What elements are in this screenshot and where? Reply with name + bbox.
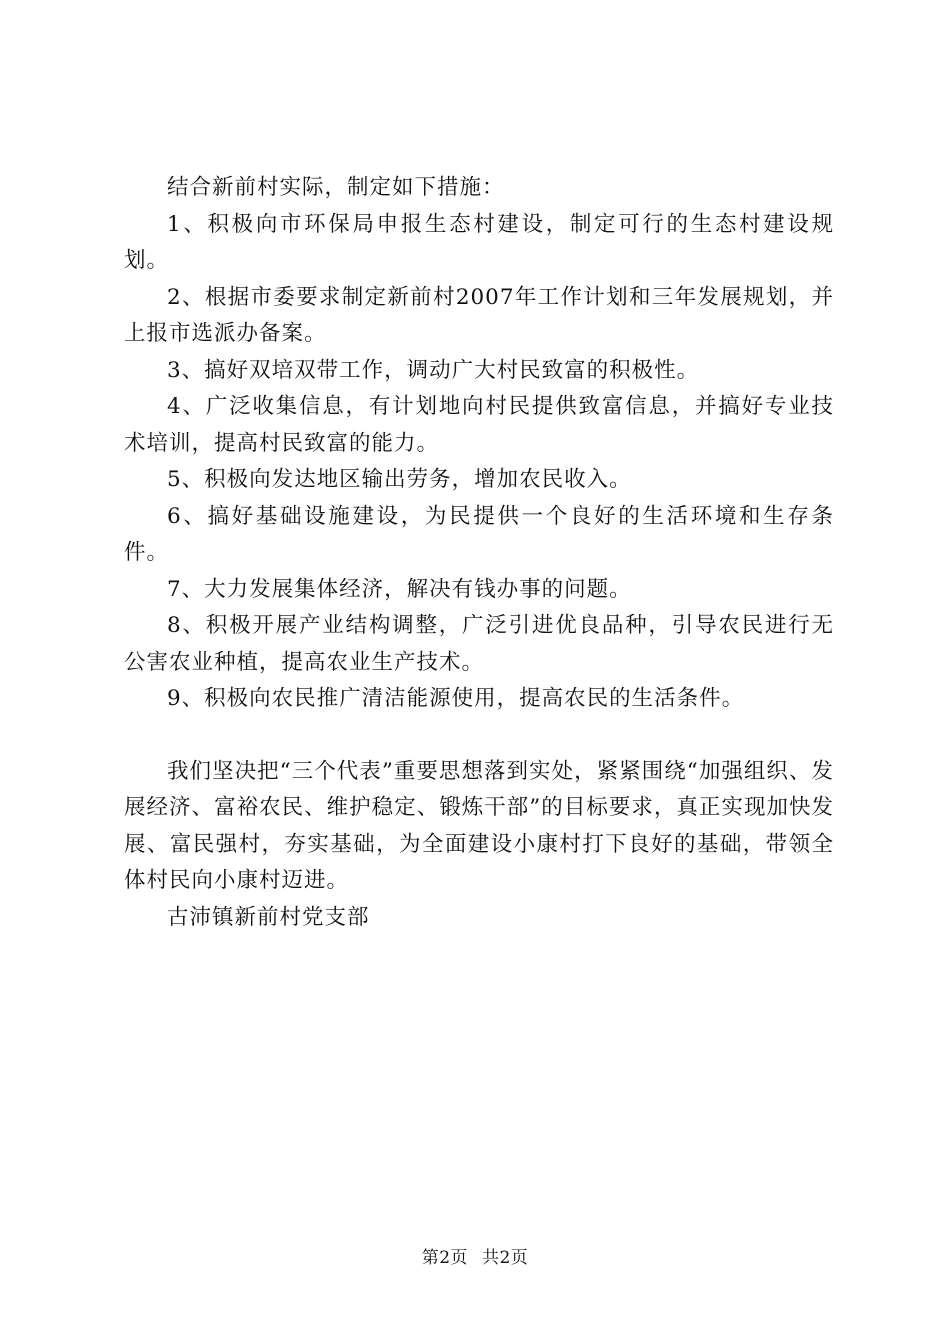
paragraph-spacer [124,718,834,754]
signature: 古沛镇新前村党支部 [167,904,370,930]
intro-paragraph: 结合新前村实际，制定如下措施： [167,175,505,200]
measure-item-6: 6、搞好基础设施建设，为民提供一个良好的生活环境和生存条件。 [124,503,834,565]
measure-item-5: 5、积极向发达地区输出劳务，增加农民收入。 [167,467,632,492]
measure-item-1: 1、积极向市环保局申报生态村建设，制定可行的生态村建设规划。 [124,211,834,273]
measure-item-3: 3、搞好双培双带工作，调动广大村民致富的积极性。 [167,357,700,383]
conclusion-paragraph: 我们坚决把“三个代表”重要思想落到实处，紧紧围绕“加强组织、发展经济、富裕农民、维护稳定、锻炼干部”的目标要求，真正实现加快发展、富民强村，夯实基础，为全面建设小康村打下良好的基础，带领全体村民向小康村迈进。 [124,758,834,893]
measure-item-9: 9、积极向农民推广清洁能源使用，提高农民的生活条件。 [167,686,745,711]
measure-item-4: 4、广泛收集信息，有计划地向村民提供致富信息，并搞好专业技术培训，提高村民致富的能力。 [124,394,834,456]
measure-item-7: 7、大力发展集体经济，解决有钱办事的问题。 [167,576,632,602]
measure-item-2: 2、根据市委要求制定新前村2007年工作计划和三年发展规划，并上报市选派办备案。 [124,284,834,346]
page-footer [0,1243,950,1268]
page-number: 第2页 [421,1248,469,1268]
document-body [124,170,834,936]
page-total: 共2页 [481,1248,529,1268]
measure-item-8: 8、积极开展产业结构调整，广泛引进优良品种，引导农民进行无公害农业种植，提高农业生产技术。 [124,613,834,675]
